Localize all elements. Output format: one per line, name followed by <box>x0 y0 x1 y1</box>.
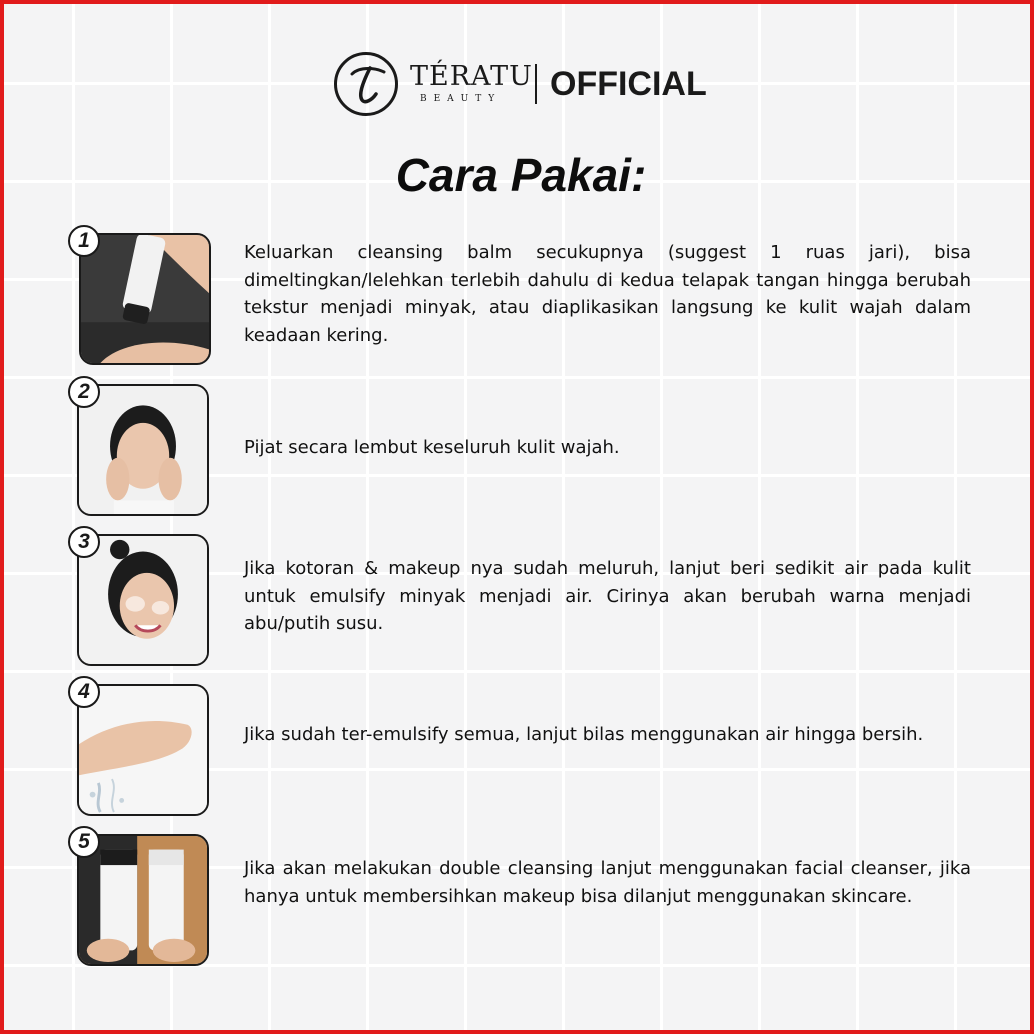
step-4-text: Jika sudah ter-emulsify semua, lanjut bilas menggunakan air hingga bersih. <box>244 724 924 745</box>
step-5-text: Jika akan melakukan double cleansing lanjut menggunakan facial cleanser, jika hanya untuk membersihkan makeup bisa dilanjut menggunakan skincare. <box>244 858 971 907</box>
step-2-photo <box>77 384 209 516</box>
page-title: Cara Pakai: <box>395 149 647 201</box>
official-label: OFFICIAL <box>550 65 707 103</box>
brand-header <box>334 52 714 118</box>
brand-name: TÉRATU <box>410 61 533 92</box>
brand-divider <box>535 64 537 104</box>
step-1-text: Keluarkan cleansing balm secukupnya (suggest 1 ruas jari), bisa dimeltingkan/lelehkan terlebih dahulu di kedua telapak tangan hingga berubah tekstur menjadi minyak, atau diaplikasikan langsung ke kulit wajah dalam keadaan kering. <box>244 242 971 346</box>
step-3-text: Jika kotoran & makeup nya sudah meluruh, lanjut beri sedikit air pada kulit untuk emulsify minyak menjadi air. Cirinya akan berubah warna menjadi abu/putih susu. <box>244 558 971 634</box>
brand-subtitle: BEAUTY <box>420 94 502 104</box>
step-1-number-badge: 1 <box>68 225 100 257</box>
step-3-number-badge: 3 <box>68 526 100 558</box>
step-2-text: Pijat secara lembut keseluruh kulit wajah. <box>244 437 620 458</box>
step-5-photo <box>77 834 209 966</box>
step-4-photo <box>77 684 209 816</box>
step-2-number-badge: 2 <box>68 376 100 408</box>
step-4-number-badge: 4 <box>68 676 100 708</box>
step-5-number-badge: 5 <box>68 826 100 858</box>
step-3-photo <box>77 534 209 666</box>
step-1-photo <box>79 233 211 365</box>
teratu-logo-icon <box>334 52 398 116</box>
